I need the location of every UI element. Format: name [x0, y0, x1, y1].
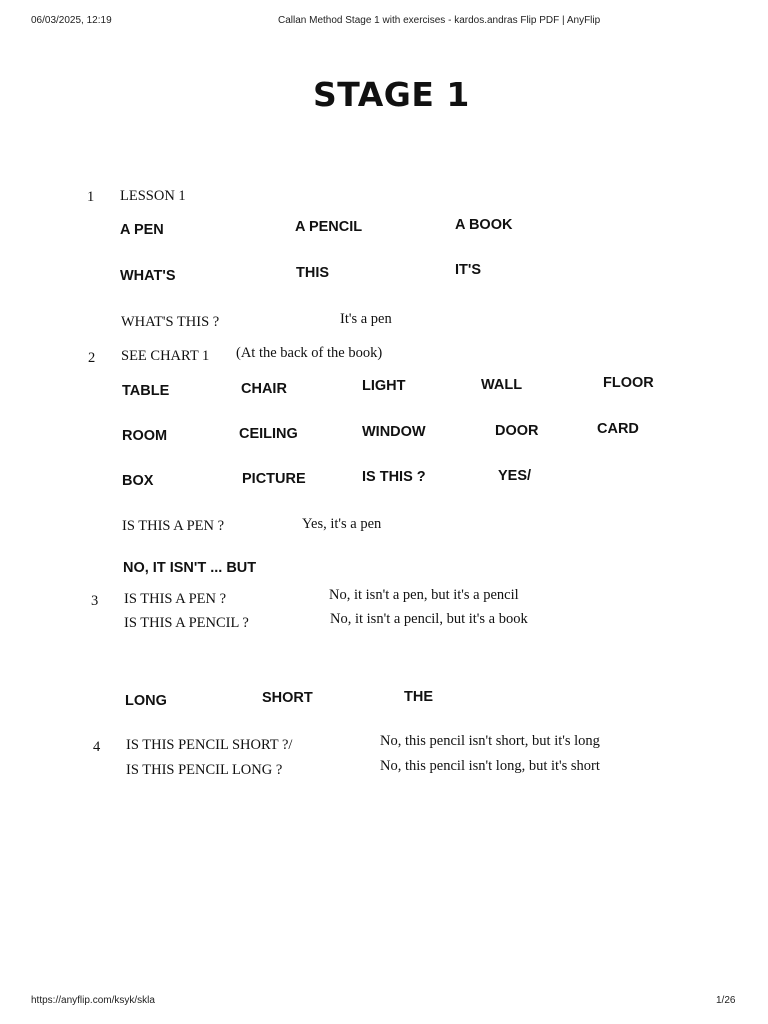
section-number: 4 [93, 739, 101, 755]
vocab-word: DOOR [495, 423, 539, 439]
vocab-word: FLOOR [603, 375, 654, 391]
question-text: IS THIS A PEN ? [124, 591, 227, 607]
vocab-word: A BOOK [455, 217, 513, 233]
answer-text: No, it isn't a pencil, but it's a book [330, 611, 528, 627]
vocab-word: TABLE [122, 383, 170, 399]
vocab-word: CARD [597, 421, 639, 437]
vocab-word: BOX [122, 473, 154, 489]
question-text: IS THIS A PENCIL ? [124, 615, 249, 631]
question-text: WHAT'S THIS ? [121, 314, 220, 330]
question-text: IS THIS PENCIL SHORT ?/ [126, 737, 293, 753]
vocab-word: WINDOW [362, 424, 426, 440]
vocab-word: IS THIS ? [362, 469, 426, 485]
phrase-text: NO, IT ISN'T ... BUT [123, 560, 257, 576]
print-page-count: 1/26 [716, 995, 736, 1006]
vocab-word: IT'S [455, 262, 482, 278]
question-text: IS THIS PENCIL LONG ? [126, 762, 283, 778]
vocab-word: A PENCIL [295, 219, 363, 235]
vocab-word: WALL [481, 377, 523, 393]
answer-text: It's a pen [340, 311, 392, 327]
answer-text: No, it isn't a pen, but it's a pencil [329, 587, 519, 603]
answer-text: No, this pencil isn't short, but it's long [380, 733, 600, 749]
section-heading: SEE CHART 1 [121, 348, 210, 364]
print-datetime: 06/03/2025, 12:19 [31, 15, 112, 26]
vocab-word: YES/ [498, 468, 532, 484]
vocab-word: PICTURE [242, 471, 306, 487]
vocab-word: THE [404, 689, 433, 705]
vocab-word: SHORT [262, 690, 313, 706]
lesson-heading: LESSON 1 [120, 188, 186, 204]
question-text: IS THIS A PEN ? [122, 518, 225, 534]
print-url: https://anyflip.com/ksyk/skla [31, 995, 155, 1006]
section-number: 1 [87, 189, 95, 205]
section-number: 2 [88, 350, 96, 366]
vocab-word: A PEN [120, 222, 164, 238]
vocab-word: CEILING [239, 426, 298, 442]
vocab-word: ROOM [122, 428, 168, 444]
answer-text: No, this pencil isn't long, but it's short [380, 758, 600, 774]
answer-text: Yes, it's a pen [302, 516, 382, 532]
vocab-word: CHAIR [241, 381, 287, 397]
section-note: (At the back of the book) [236, 345, 383, 361]
page-title: STAGE 1 [313, 75, 470, 114]
vocab-word: LIGHT [362, 378, 406, 394]
vocab-word: LONG [125, 693, 167, 709]
vocab-word: WHAT'S [120, 268, 176, 284]
vocab-word: THIS [296, 265, 330, 281]
print-page-title: Callan Method Stage 1 with exercises - kardos.andras Flip PDF | AnyFlip [278, 15, 601, 26]
section-number: 3 [91, 593, 99, 609]
